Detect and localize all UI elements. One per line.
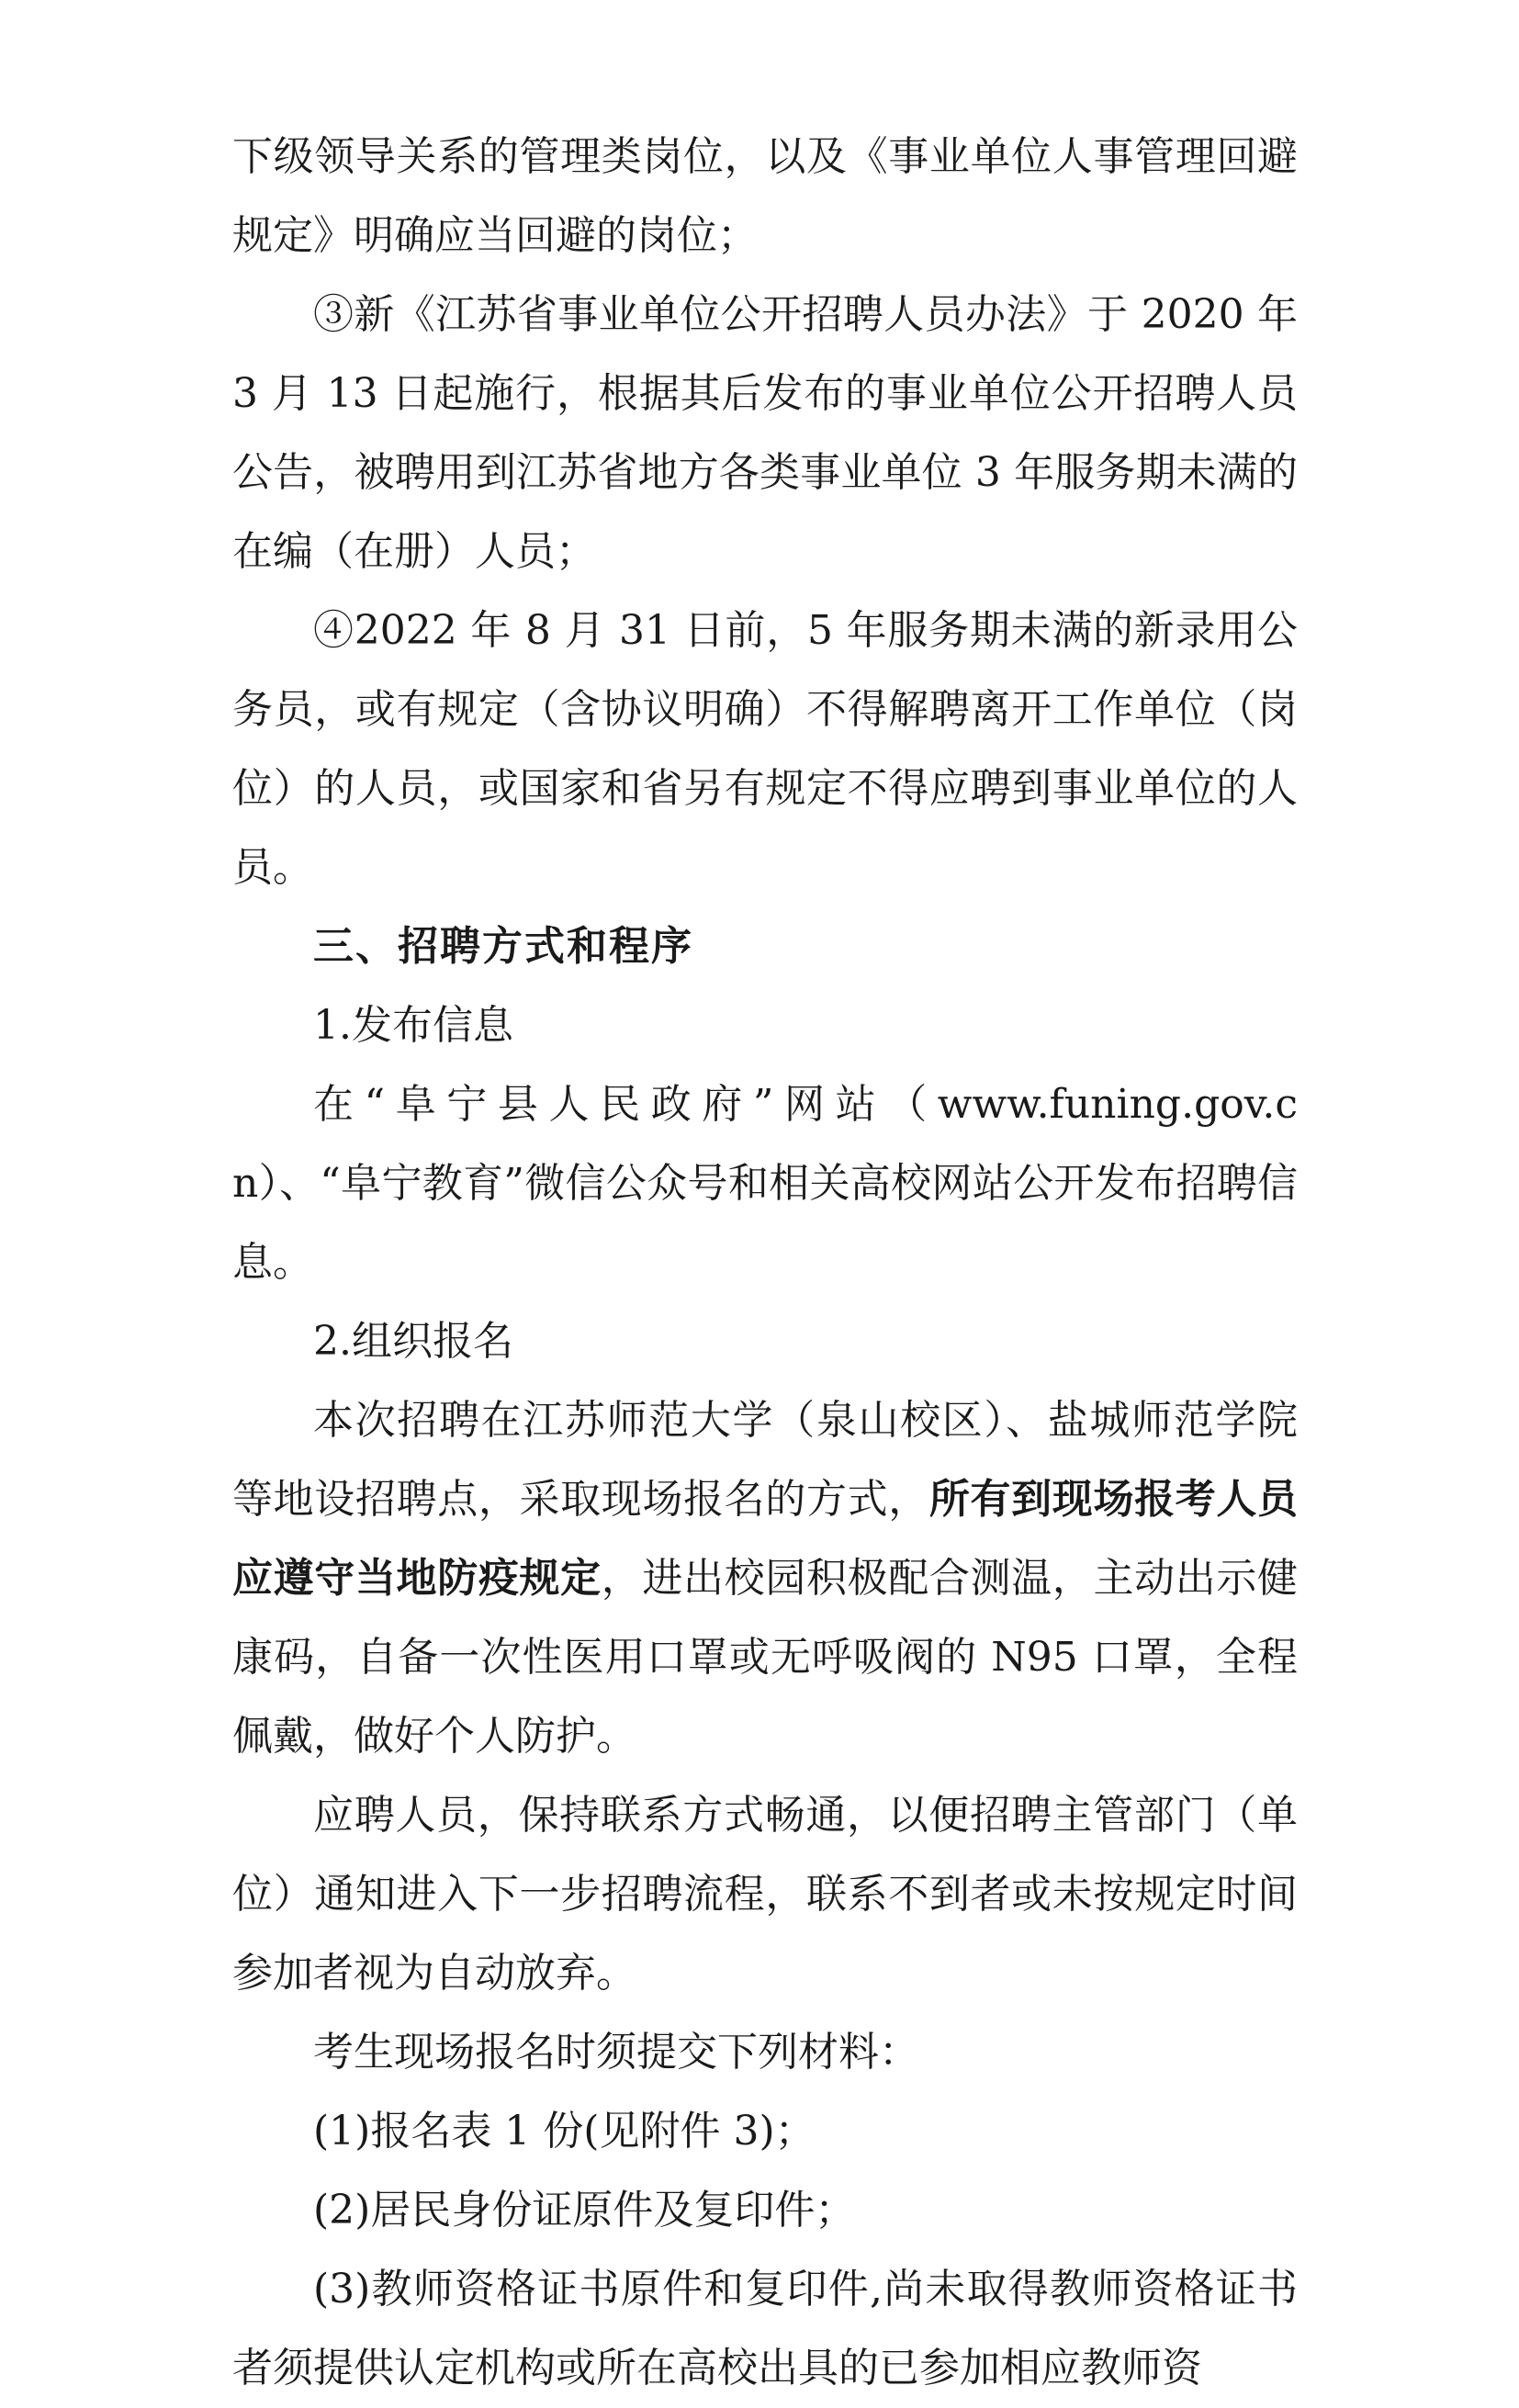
registration-text-start: 本次招聘在江苏师范大学（泉山校区）、盐城师范学院等地设招聘点，采取现场报名的方式， (232, 1397, 1298, 1523)
paragraph-materials-intro: 考生现场报名时须提交下列材料： (313, 2029, 919, 2076)
registration-epidemic-notice: 所有到现场报考人员应遵守当地防疫规定 (232, 1476, 1299, 1602)
list-item-registration-form: (1)报名表 1 份(见附件 3)； (313, 2108, 816, 2155)
list-item-id-card: (2)居民身份证原件及复印件； (313, 2187, 856, 2234)
paragraph-contact: 应聘人员，保持联系方式畅通，以便招聘主管部门（单位）通知进入下一步招聘流程，联系不到者或未按规定时间参加者视为自动放弃。 (232, 1792, 1298, 1997)
paragraph-item-4: ④2022 年 8 月 31 日前，5 年服务期未满的新录用公务员，或有规定（含协议明确）不得解聘离开工作单位（岗位）的人员，或国家和省另有规定不得应聘到事业单位的人员。 (232, 607, 1298, 891)
document-body (232, 118, 1298, 2408)
section-heading-recruitment-method: 三、招聘方式和程序 (313, 923, 693, 970)
paragraph-item-3: ③新《江苏省事业单位公开招聘人员办法》于 2020 年 3 月 13 日起施行，根据其后发布的事业单位公开招聘人员公告，被聘用到江苏省地方各类事业单位 3 年服务期未满的在编（在册）人员； (232, 291, 1298, 575)
subheading-publish-info: 1.发布信息 (313, 1002, 513, 1049)
registration-text-end: ，进出校园积极配合测温，主动出示健康码，自备一次性医用口罩或无呼吸阀的 N95 口罩，全程佩戴，做好个人防护。 (232, 1555, 1299, 1760)
list-item-teacher-certificate: (3)教师资格证书原件和复印件,尚未取得教师资格证书者须提供认定机构或所在高校出具的已参加相应教师资 (232, 2266, 1298, 2391)
subheading-registration: 2.组织报名 (313, 1318, 513, 1365)
paragraph-avoidance-positions: 下级领导关系的管理类岗位，以及《事业单位人事管理回避规定》明确应当回避的岗位； (232, 133, 1298, 259)
paragraph-registration (232, 1381, 1298, 1776)
paragraph-publish-info: 在“阜宁县人民政府”网站（www.funing.gov.cn）、“阜宁教育”微信公众号和相关高校网站公开发布招聘信息。 (232, 1081, 1298, 1286)
